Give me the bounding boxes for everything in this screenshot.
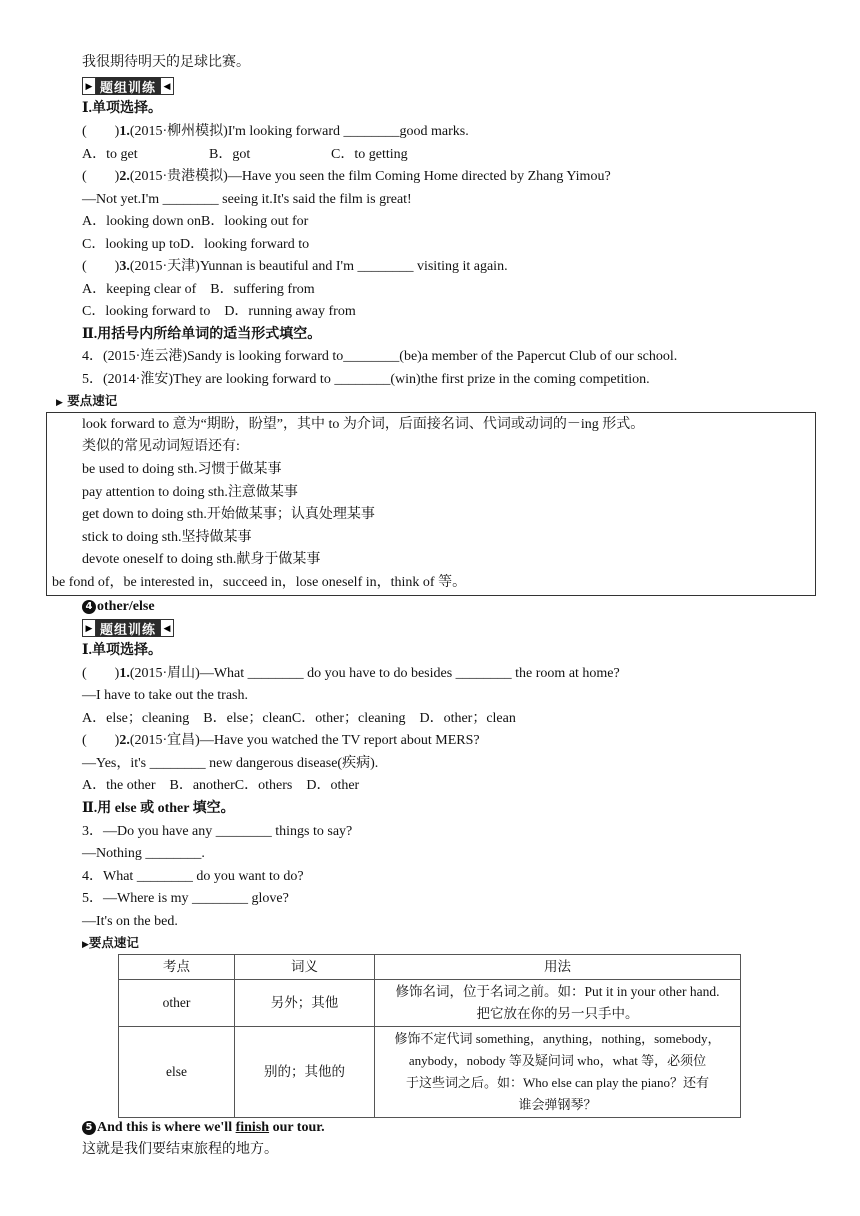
key-notes-label: 要点速记 [88,935,139,950]
usage-line: 谁会弹钢琴？ [518,1097,597,1112]
note-line: stick to doing sth.坚持做某事 [82,530,252,545]
usage-line: 修饰名词，位于名词之前。如：Put it in your other hand. [395,984,720,999]
table-header: 用法 [375,955,741,980]
answer-blank[interactable]: ( ) [82,124,120,139]
translation-line: 这就是我们要结束旅程的地方。 [82,1142,278,1157]
note-line: devote oneself to doing sth.献身于做某事 [82,552,321,567]
question-text: (2015·贵港模拟)—Have you seen the film Coming Home directed by Zhang Yimou? [129,169,611,184]
question-2 [82,731,480,751]
table-cell: else [119,1027,235,1118]
question-number: 1. [119,666,130,681]
question-4: 4．What ________ do you want to do? [82,869,304,884]
answer-blank[interactable]: ( ) [82,733,120,748]
question-text: (2015·宜昌)—Have you watched the TV report about MERS? [129,733,480,748]
question-5: 5．—Where is my ________ glove? [82,891,289,906]
options-row[interactable]: A．else；cleaning B．else；cleanC．other；cleaning D．other；clean [82,711,516,726]
options-row[interactable]: A．looking down onB．looking out for [82,214,309,229]
note-line: be fond of，be interested in，succeed in，lose oneself in，think of 等。 [52,575,467,590]
table-row [119,1027,741,1118]
section-heading [82,1118,325,1138]
right-triangle-icon: ▶ [82,77,96,95]
table-header: 词义 [235,955,375,980]
usage-table [118,954,741,1118]
key-notes-title [56,392,117,412]
sentence-part: our tour. [269,1120,325,1135]
key-notes-title [82,934,139,954]
answer-blank[interactable]: ( ) [82,169,120,184]
question-text: —Not yet.I'm ________ seeing it.It's said the film is great! [82,192,412,207]
right-triangle-icon: ▶ [82,619,96,637]
left-triangle-icon: ◀ [160,619,174,637]
answer-blank[interactable]: ( ) [82,259,120,274]
practice-label: 题组训练 [96,77,160,95]
section-number: 5 [82,1121,96,1135]
section-number: 4 [82,600,96,614]
question-3 [82,257,508,277]
options-row[interactable]: A．the other B．anotherC．others D．other [82,778,360,793]
practice-label: 题组训练 [96,619,160,637]
option[interactable]: C．to getting [331,147,408,162]
question-text: (2015·眉山)—What ________ do you have to do besides ________ the room at home? [129,666,620,681]
note-line: pay attention to doing sth.注意做某事 [82,485,298,500]
question-number: 3. [119,259,130,274]
usage-line: anybody，nobody 等及疑问词 who，what 等，必须位 [408,1053,707,1068]
practice-header [82,77,174,95]
options-row [82,145,408,165]
question-1 [82,122,469,142]
question-number: 2. [119,733,130,748]
triangle-icon: ▶ [56,398,63,408]
left-triangle-icon: ◀ [160,77,174,95]
note-line: get down to doing sth.开始做某事；认真处理某事 [82,507,375,522]
options-row[interactable]: A．keeping clear of B．suffering from [82,282,315,297]
part-title: Ⅱ.用 else 或 other 填空。 [82,801,235,816]
options-row[interactable]: C．looking forward to D．running away from [82,304,356,319]
question-text: (2015·柳州模拟)I'm looking forward ________good marks. [129,124,469,139]
options-row[interactable]: C．looking up toD．looking forward to [82,237,310,252]
note-line: be used to doing sth.习惯于做某事 [82,462,282,477]
note-line: look forward to 意为“期盼，盼望”，其中 to 为介词，后面接名词、代词或动词的－ing 形式。 [82,417,645,432]
practice-header [82,619,174,637]
question-text: —Nothing ________. [82,846,205,861]
question-number: 1. [119,124,130,139]
usage-line: 把它放在你的另一只手中。 [476,1006,639,1021]
question-text: —It's on the bed. [82,914,178,929]
part-title: Ⅰ.单项选择。 [82,101,163,116]
option[interactable]: B．got [209,147,251,162]
question-number: 2. [119,169,130,184]
table-cell [375,1027,741,1118]
part-title: Ⅱ.用括号内所给单词的适当形式填空。 [82,327,322,342]
table-header-row [119,955,741,980]
key-notes-label: 要点速记 [67,393,118,408]
translation-line: 我很期待明天的足球比赛。 [82,55,250,70]
question-2 [82,167,611,187]
question-4: 4．(2015·连云港)Sandy is looking forward to________(be)a member of the Papercut Club of our school. [82,349,678,364]
table-cell: 另外；其他 [235,980,375,1027]
table-row [119,980,741,1027]
answer-blank[interactable]: ( ) [82,666,120,681]
question-1 [82,664,620,684]
table-cell: other [119,980,235,1027]
question-text: (2015·天津)Yunnan is beautiful and I'm ________ visiting it again. [129,259,508,274]
triangle-icon: ▶ [82,940,89,950]
question-5: 5．(2014·淮安)They are looking forward to ________(win)the first prize in the coming competition. [82,372,650,387]
table-header: 考点 [119,955,235,980]
underlined-word: finish [235,1120,270,1135]
section-heading [82,597,155,617]
usage-line: 于这些词之后。如：Who else can play the piano？还有 [406,1075,709,1090]
table-cell [375,980,741,1027]
question-3: 3．—Do you have any ________ things to say? [82,824,353,839]
table-cell: 别的；其他的 [235,1027,375,1118]
sentence-part: And this is where we'll [97,1120,236,1135]
usage-line: 修饰不定代词 something，anything，nothing，somebody， [394,1031,721,1046]
question-text: —I have to take out the trash. [82,688,249,703]
option[interactable]: A．to get [82,147,138,162]
part-title: Ⅰ.单项选择。 [82,643,163,658]
question-text: —Yes，it's ________ new dangerous disease(疾病). [82,756,379,771]
section-title: other/else [97,599,155,614]
note-line: 类似的常见动词短语还有: [82,439,240,454]
